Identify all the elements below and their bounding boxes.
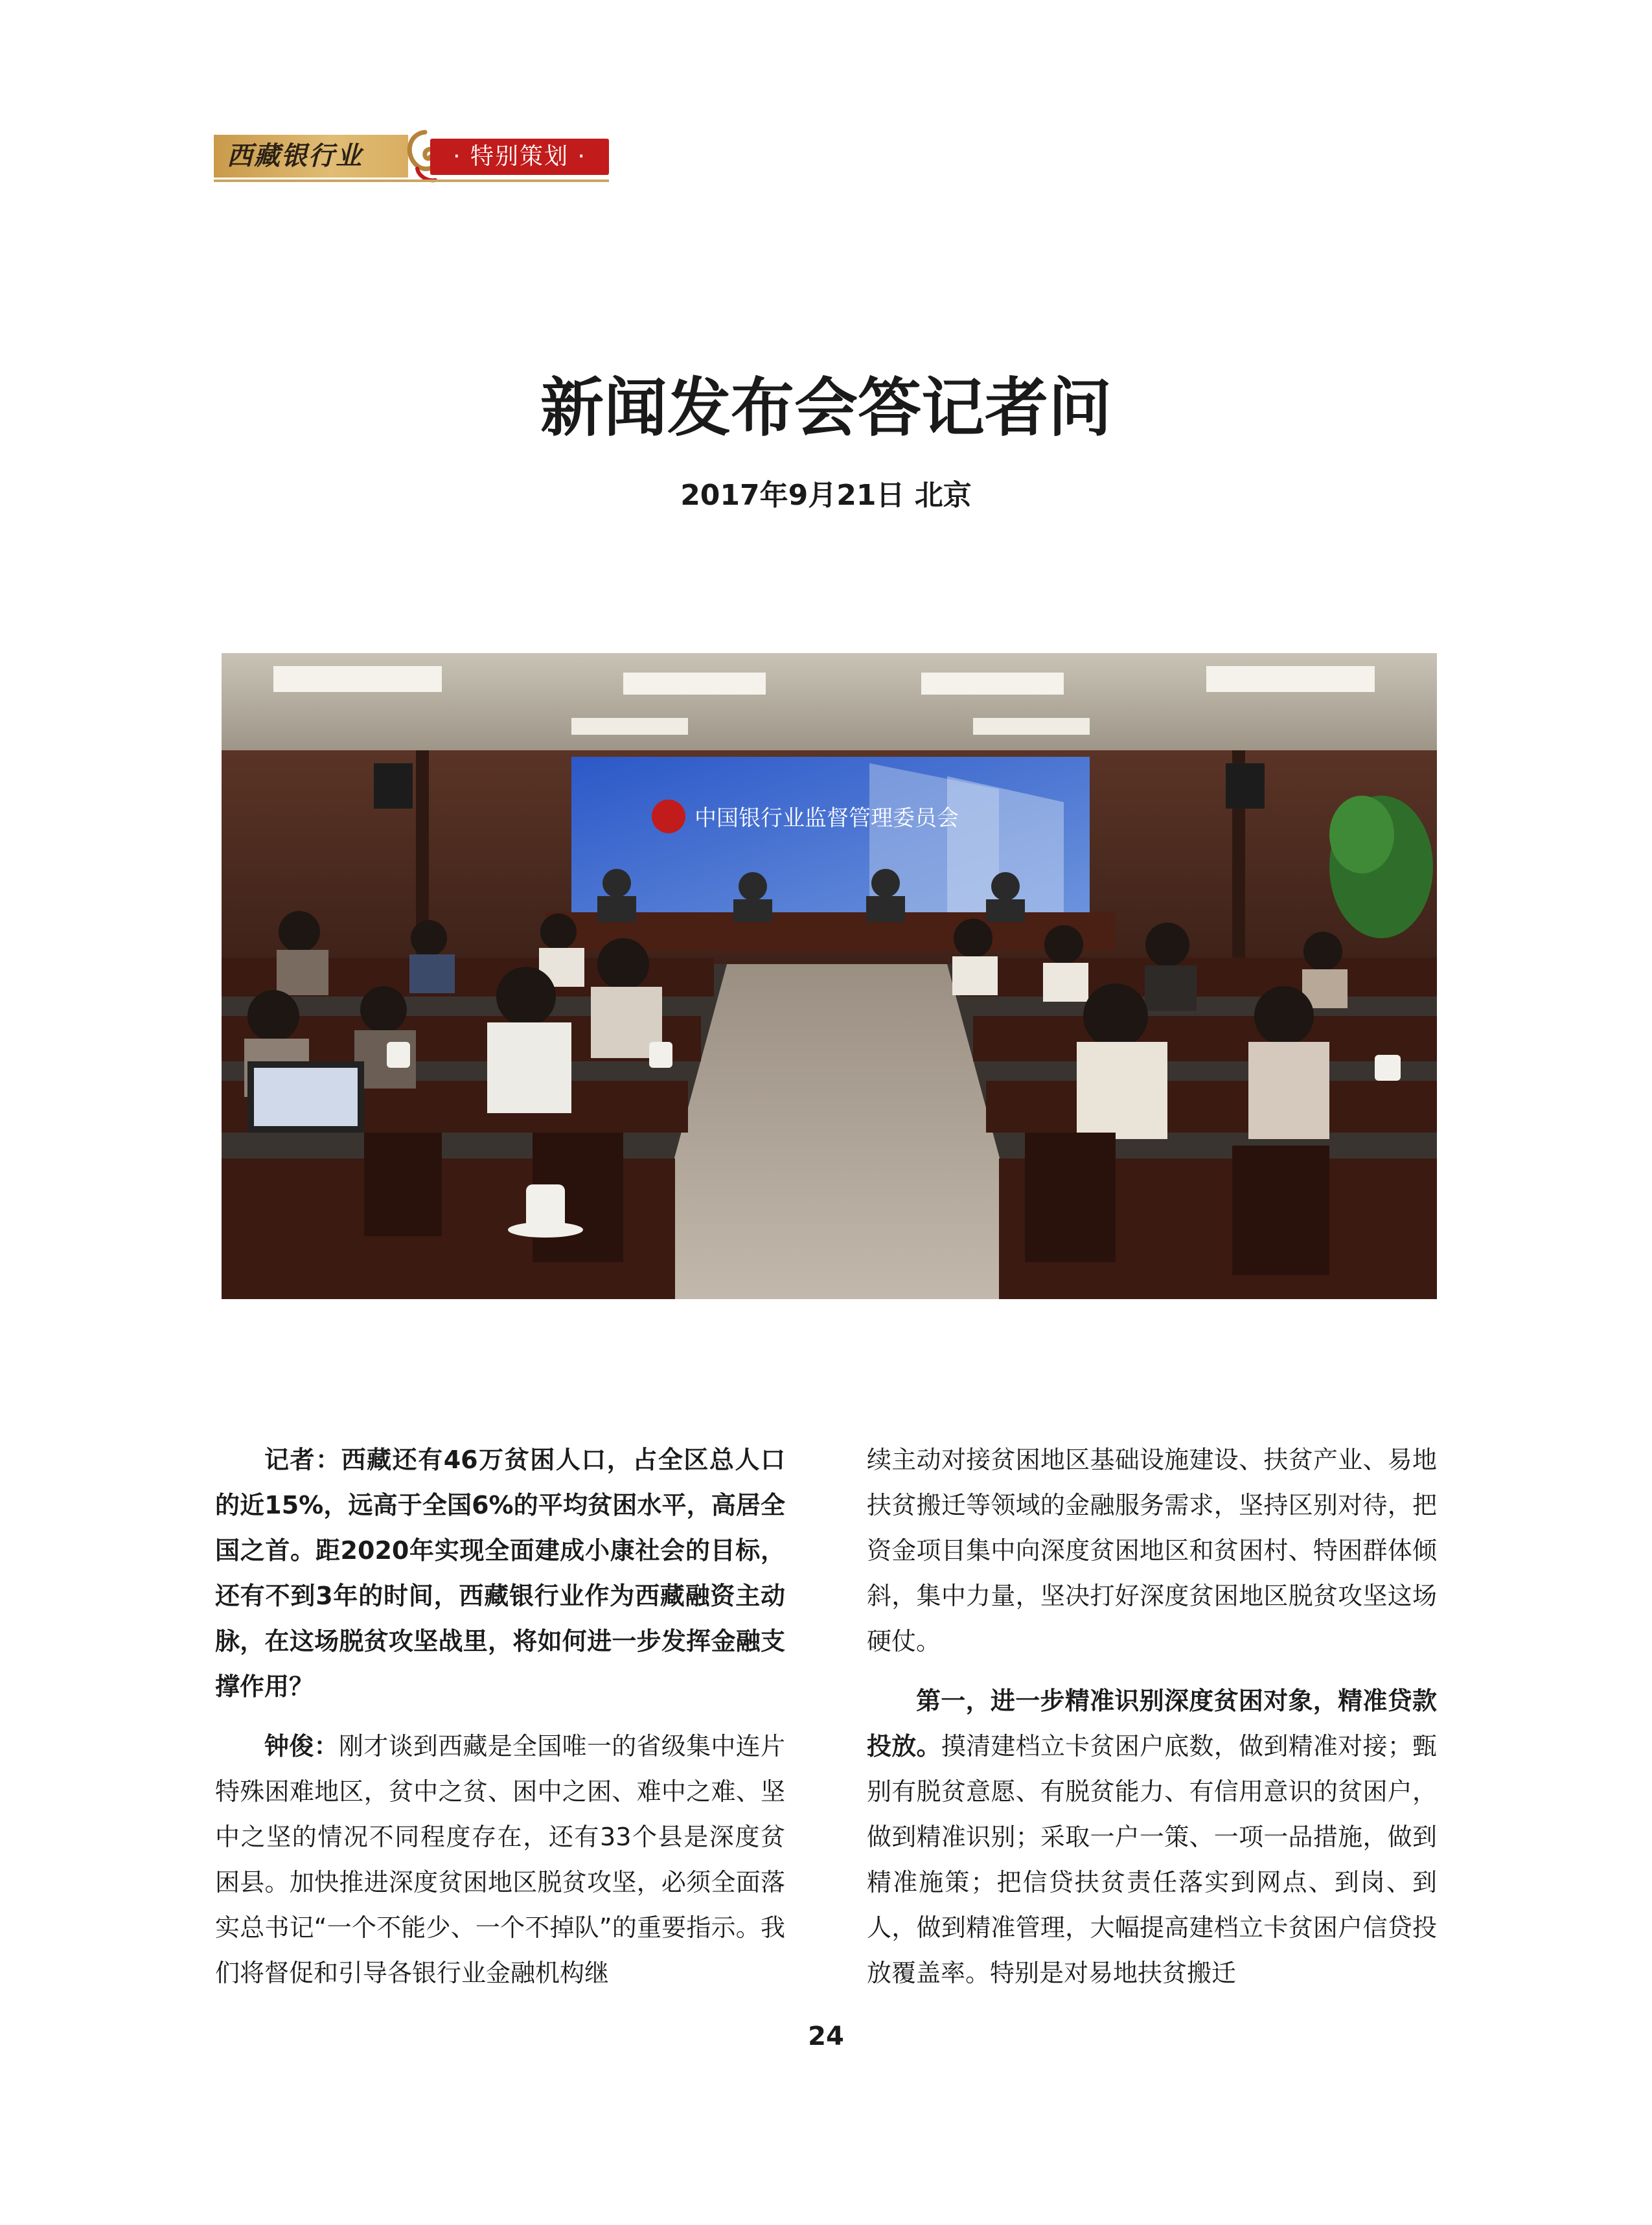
question-paragraph [215, 1437, 785, 1709]
press-conference-photo [222, 653, 1437, 1299]
photo-banner-text: 中国银行业监督管理委员会 [694, 805, 959, 831]
article-title: 新闻发布会答记者问 [540, 371, 1112, 445]
article-column-right [867, 1437, 1437, 2010]
question-speaker: 记者： [264, 1446, 341, 1474]
masthead-title: 西藏银行业 [227, 141, 363, 171]
question-text: 西藏还有46万贫困人口，占全区总人口的近15%，远高于全国6%的平均贫困水平，高居全国之首。距2020年实现全面建成小康社会的目标，还有不到3年的时间，西藏银行业作为西藏融资主动脉，在这场脱贫攻坚战里，将如何进一步发挥金融支撑作用？ [215, 1446, 785, 1701]
page-number: 24 [808, 2022, 844, 2051]
point-one-paragraph [867, 1678, 1437, 1996]
section-tag: · 特别策划 · [430, 139, 609, 175]
answer-text: 刚才谈到西藏是全国唯一的省级集中连片特殊困难地区，贫中之贫、困中之困、难中之难、坚中之坚的情况不同程度存在，还有33个县是深度贫困县。加快推进深度贫困地区脱贫攻坚，必须全面落实总书记“一个不能少、一个不掉队”的重要指示。我们将督促和引导各银行业金融机构继 [215, 1732, 785, 1987]
article-dateline: 2017年9月21日 北京 [680, 479, 972, 512]
answer-continuation: 续主动对接贫困地区基础设施建设、扶贫产业、易地扶贫搬迁等领域的金融服务需求，坚持区别对待，把资金项目集中向深度贫困地区和贫困村、特困群体倾斜，集中力量，坚决打好深度贫困地区脱贫攻坚这场硬仗。 [867, 1446, 1437, 1655]
masthead [214, 135, 408, 178]
header-banner [214, 135, 609, 178]
point-one-text: 摸清建档立卡贫困户底数，做到精准对接；甄别有脱贫意愿、有脱贫能力、有信用意识的贫困户，做到精准识别；采取一户一策、一项一品措施，做到精准施策；把信贷扶贫责任落实到网点、到岗、到人，做到精准管理，大幅提高建档立卡贫困户信贷投放覆盖率。特别是对易地扶贫搬迁 [867, 1732, 1437, 1987]
header-divider [214, 179, 609, 182]
answer-speaker: 钟俊： [264, 1732, 339, 1760]
photo-illustration [222, 653, 1437, 1299]
article-column-left [215, 1437, 785, 2010]
point-one-heading: 第一，进一步精准识别深度贫困对象，精准贷款投放。 [867, 1687, 1437, 1760]
answer-paragraph [215, 1724, 785, 1996]
